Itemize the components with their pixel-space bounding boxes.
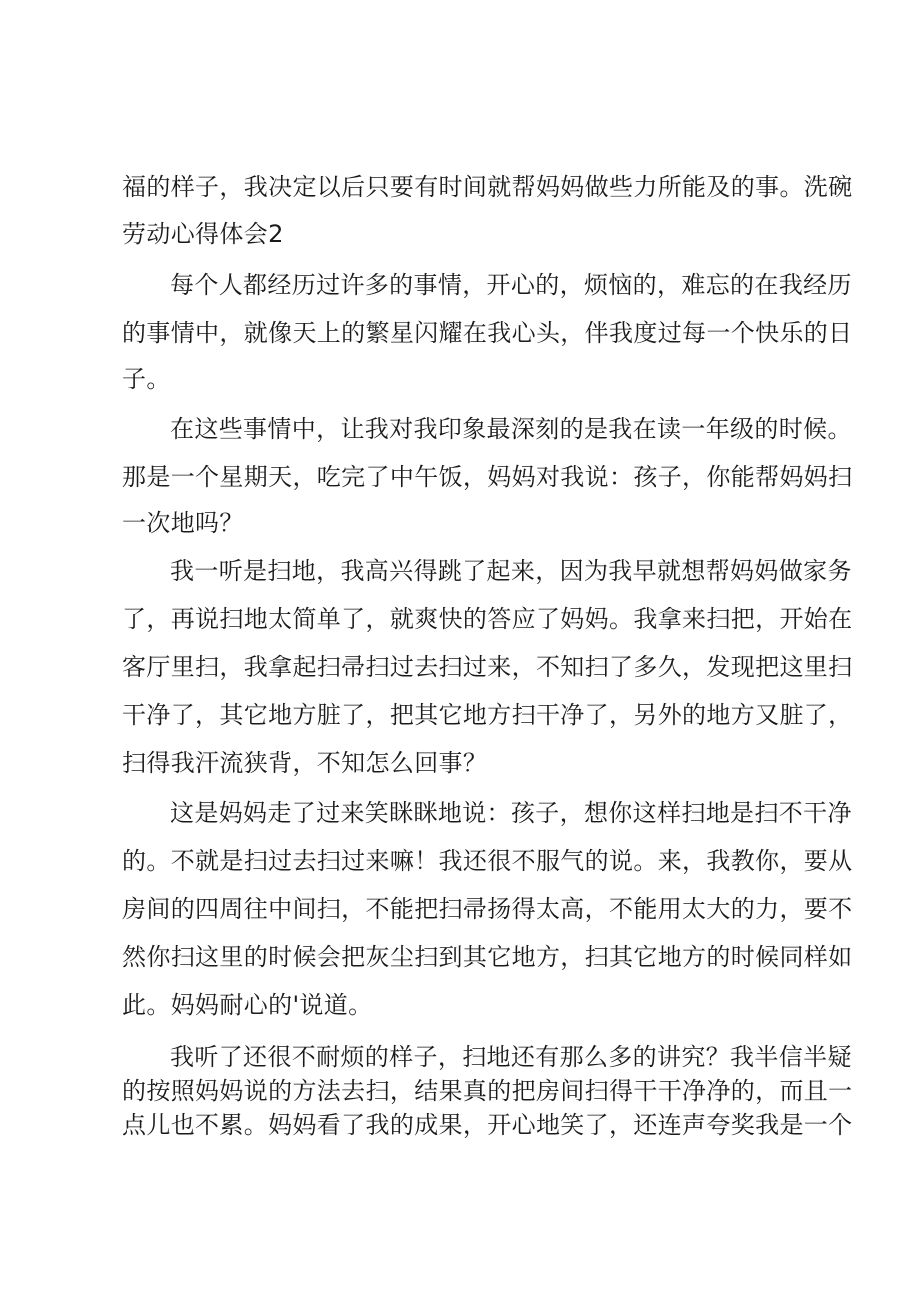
paragraph-1-line-3: 子。 (122, 365, 171, 393)
paragraph-5-line-2: 的按照妈妈说的方法去扫，结果真的把房间扫得干干净净的，而且一 (122, 1077, 853, 1105)
section-heading: 劳动心得体会2 (122, 220, 284, 248)
paragraph-2-line-2: 那是一个星期天，吃完了中午饭，妈妈对我说：孩子，你能帮妈妈扫 (122, 463, 853, 491)
paragraph-4-line-1: 这是妈妈走了过来笑眯眯地说：孩子，想你这样扫地是扫不干净 (170, 799, 852, 827)
paragraph-5-line-3: 点儿也不累。妈妈看了我的成果，开心地笑了，还连声夸奖我是一个 (122, 1111, 853, 1139)
paragraph-4-line-3: 房间的四周往中间扫，不能把扫帚扬得太高，不能用太大的力，要不 (122, 895, 853, 923)
paragraph-4-line-2: 的。不就是扫过去扫过来嘛！我还很不服气的说。来，我教你，要从 (122, 847, 853, 875)
paragraph-3-line-4: 干净了，其它地方脏了，把其它地方扫干净了，另外的地方又脏了， (122, 701, 853, 729)
paragraph-1-line-1: 每个人都经历过许多的事情，开心的，烦恼的，难忘的在我经历 (170, 271, 852, 299)
paragraph-4-line-4: 然你扫这里的时候会把灰尘扫到其它地方，扫其它地方的时候同样如 (122, 943, 853, 971)
paragraph-4-line-5: 此。妈妈耐心的'说道。 (122, 991, 373, 1019)
text-line: 福的样子，我决定以后只要有时间就帮妈妈做些力所能及的事。洗碗 (122, 173, 853, 201)
paragraph-2-line-3: 一次地吗？ (122, 509, 244, 537)
paragraph-2-line-1: 在这些事情中，让我对我印象最深刻的是我在读一年级的时候。 (170, 415, 852, 443)
paragraph-3-line-5: 扫得我汗流狭背，不知怎么回事？ (122, 749, 488, 777)
paragraph-3-line-3: 客厅里扫，我拿起扫帚扫过去扫过来，不知扫了多久，发现把这里扫 (122, 653, 853, 681)
paragraph-1-line-2: 的事情中，就像天上的繁星闪耀在我心头，伴我度过每一个快乐的日 (122, 319, 853, 347)
paragraph-3-line-2: 了，再说扫地太简单了，就爽快的答应了妈妈。我拿来扫把，开始在 (122, 605, 853, 633)
paragraph-3-line-1: 我一听是扫地，我高兴得跳了起来，因为我早就想帮妈妈做家务 (170, 557, 852, 585)
paragraph-5-line-1: 我听了还很不耐烦的样子，扫地还有那么多的讲究？我半信半疑 (170, 1043, 852, 1071)
